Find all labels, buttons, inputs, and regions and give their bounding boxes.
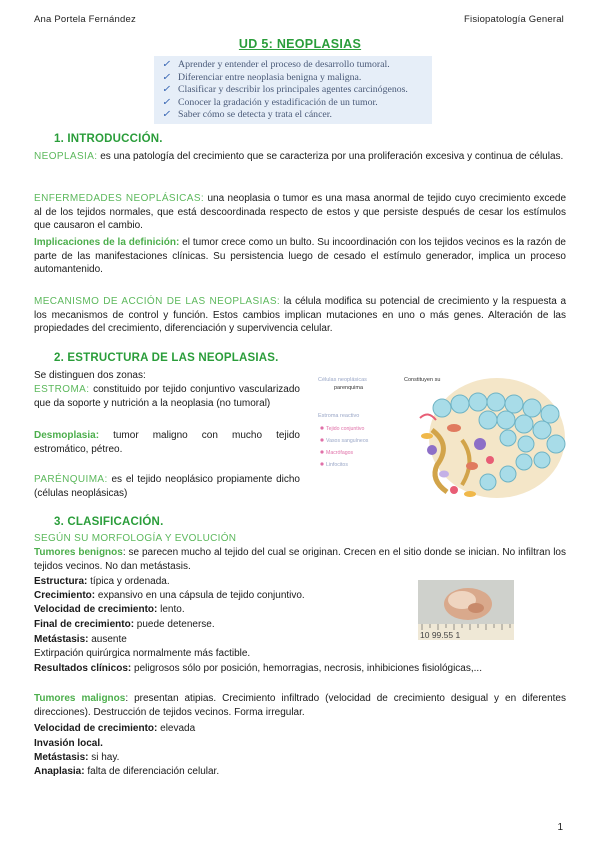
fig-label-estroma: Estroma reactivo <box>318 413 360 419</box>
malign-feature: Metástasis: si hay. <box>34 752 120 763</box>
header-author: Ana Portela Fernández <box>34 14 136 25</box>
malign-feature: Anaplasia: falta de diferenciación celular. <box>34 766 220 777</box>
benign-feature: Resultados clínicos: peligrosos sólo por posición, hemorragias, necrosis, inhibiciones fisiológicas,... <box>34 663 482 674</box>
objective-item: ✓ Clasificar y describir los principales agentes carcinógenos. <box>162 84 408 95</box>
benign-feature: Metástasis: ausente <box>34 634 127 645</box>
check-icon: ✓ <box>162 71 171 83</box>
malign-feature: Velocidad de crecimiento: elevada <box>34 723 196 734</box>
zones-intro: Se distinguen dos zonas: <box>34 370 146 381</box>
desmoplasia-paragraph: Desmoplasia: tumor maligno con mucho tejido estromático, pétreo. <box>34 430 300 455</box>
tumor-specimen-image <box>418 580 514 640</box>
fig-label-constituyen: Constituyen su <box>404 377 441 383</box>
benign-feature: Velocidad de crecimiento: lento. <box>34 604 185 615</box>
benign-feature: Final de crecimiento: puede detenerse. <box>34 619 215 630</box>
malignos-paragraph: Tumores malignos: presentan atipias. Crecimiento infiltrado (velocidad de crecimiento desigual y en diferentes direcciones). Destrucción de tejidos vecinos. Forma irregular. <box>34 693 566 718</box>
implicaciones-paragraph: Implicaciones de la definición: el tumor crece como un bulto. Su incoordinación con los tejidos vecinos es la razón de parte de las manifestaciones clínicas. Su persistencia luego de cesado el estímulo generador, implica un proceso automantenido. <box>34 237 566 276</box>
section-3-heading: 3. CLASIFICACIÓN. <box>54 516 164 528</box>
neoplasia-paragraph: NEOPLASIA: es una patología del crecimiento que se caracteriza por una proliferación excesiva y continua de células. <box>34 151 564 162</box>
benign-tumor-photo <box>418 580 514 640</box>
estroma-paragraph: ESTROMA: constituido por tejido conjuntivo vascularizado que da soporte y nutrición a la neoplasia (no tumoral) <box>34 384 300 409</box>
benignos-paragraph: Tumores benignos: se parecen mucho al tejido del cual se originan. Crecen en el sitio donde se inician. No infiltran los tejidos vecinos. No dan metástasis. <box>34 547 566 572</box>
parenquima-paragraph: PARÉNQUIMA: es el tejido neoplásico propiamente dicho (células neoplásicas) <box>34 474 300 499</box>
fig-label-parenquima: parenquima <box>334 385 364 391</box>
check-icon: ✓ <box>162 109 171 120</box>
check-icon: ✓ <box>162 96 171 108</box>
fig-label-cells: Células neoplásicas <box>318 377 367 383</box>
fig-item: Vasos sanguíneos <box>326 438 369 444</box>
classification-subheading: SEGÚN SU MORFOLOGÍA Y EVOLUCIÓN <box>34 533 237 544</box>
benign-feature: Extirpación quirúrgica normalmente más factible. <box>34 648 251 659</box>
objective-item: ✓ Aprender y entender el proceso de desarrollo tumoral. <box>162 59 390 70</box>
ruler-label: 10 99.55 1 <box>420 630 461 640</box>
objective-item: ✓ Diferenciar entre neoplasia benigna y maligna. <box>162 71 362 83</box>
enfermedades-paragraph: ENFERMEDADES NEOPLÁSICAS: una neoplasia o tumor es una masa anormal de tejido cuyo crecimiento excede al de los tejidos normales, que está descoordinada respecto de estos y que persiste después de cesar los estímulos que causaron el cambio. <box>34 193 567 232</box>
objective-item: ✓ Saber cómo se detecta y trata el cáncer. <box>162 109 332 120</box>
fig-bullets <box>320 426 323 465</box>
objectives-box <box>154 56 432 124</box>
fig-item: Linfocitos <box>326 462 348 468</box>
header-subject: Fisiopatología General <box>464 14 564 25</box>
tumor-illustration <box>312 370 568 506</box>
benign-feature: Crecimiento: expansivo en una cápsula de tejido conjuntivo. <box>34 590 305 601</box>
objective-item: ✓ Conocer la gradación y estadificación de un tumor. <box>162 96 378 108</box>
benign-feature: Estructura: típica y ordenada. <box>34 576 170 587</box>
check-icon: ✓ <box>162 84 171 95</box>
page-title: UD 5: NEOPLASIAS <box>238 37 362 51</box>
section-2-heading: 2. ESTRUCTURA DE LAS NEOPLASIAS. <box>54 352 279 364</box>
section-1-heading: 1. INTRODUCCIÓN. <box>54 133 163 145</box>
fig-item: Tejido conjuntivo <box>326 426 365 432</box>
page-number: 1 <box>557 822 563 833</box>
malign-feature: Invasión local. <box>34 738 103 749</box>
check-icon: ✓ <box>162 59 171 70</box>
mecanismo-paragraph: MECANISMO DE ACCIÓN DE LAS NEOPLASIAS: la célula modifica su potencial de crecimiento y la respuesta a los mecanismos de control y función. Estos cambios implican mutaciones en uno o más genes. Alteración de las propiedades del crecimiento, diferenciación y supervivencia celular. <box>34 296 566 335</box>
tumor-structure-figure <box>312 370 568 506</box>
fig-item: Macrófagos <box>326 450 354 456</box>
